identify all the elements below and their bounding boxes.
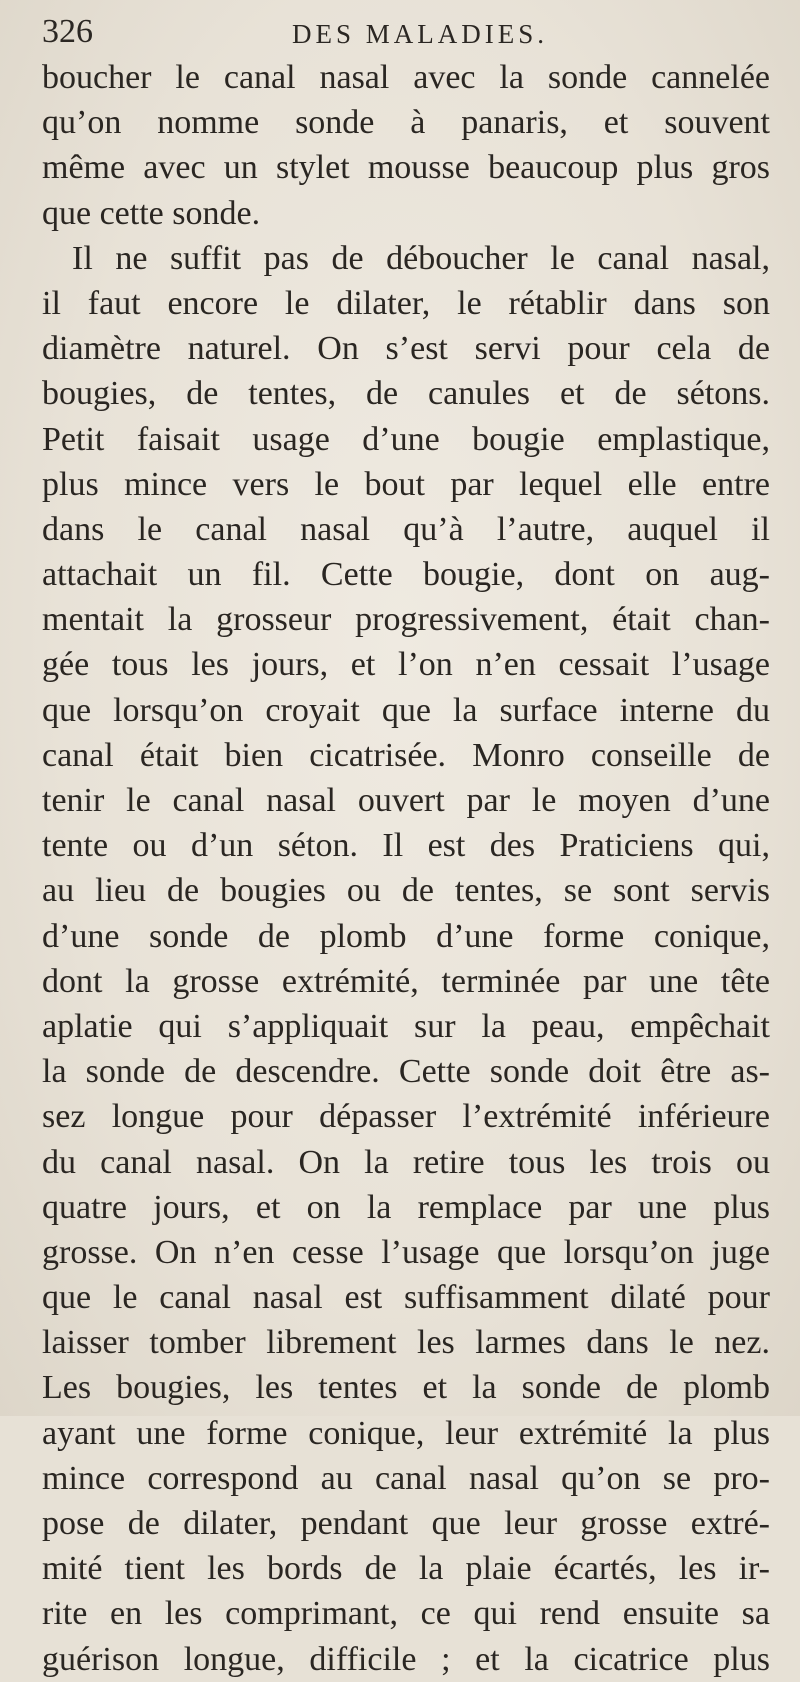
text-line: aplatie qui s’appliquait sur la peau, empêchait [42,1007,770,1045]
text-line: ayant une forme conique, leur extrémité la plus [42,1414,770,1452]
text-line: mité tient les bords de la plaie écartés, les ir- [42,1550,770,1588]
text-line: laisser tomber librement les larmes dans le nez. [42,1324,770,1362]
text-line: dans le canal nasal qu’à l’autre, auquel il [42,510,770,548]
text-line: dont la grosse extrémité, terminée par une tête [42,962,770,1000]
text-line: bougies, de tentes, de canules et de sétons. [42,375,770,413]
text-line: que cette sonde. [42,194,261,232]
text-line: d’une sonde de plomb d’une forme conique, [42,917,770,955]
text-line: que lorsqu’on croyait que la surface interne du [42,691,770,729]
text-line: même avec un stylet mousse beaucoup plus gros [42,149,770,187]
text-line: tente ou d’un séton. Il est des Praticiens qui, [42,827,770,865]
paragraph-start-line: Il ne suffit pas de déboucher le canal nasal, [72,239,770,277]
text-line: guérison longue, difficile ; et la cicatrice plus [42,1640,770,1678]
page-number: 326 [42,13,93,50]
text-line: Les bougies, les tentes et la sonde de plomb [42,1369,770,1407]
text-line: du canal nasal. On la retire tous les trois ou [42,1143,770,1181]
text-line: il faut encore le dilater, le rétablir dans son [42,284,770,322]
text-line: diamètre naturel. On s’est servi pour cela de [42,330,770,368]
body-text [42,55,770,1682]
text-line: la sonde de descendre. Cette sonde doit être as- [42,1053,770,1091]
text-line: attachait un fil. Cette bougie, dont on aug- [42,556,770,594]
text-line: pose de dilater, pendant que leur grosse extré- [42,1505,770,1542]
text-line: canal était bien cicatrisée. Monro conseille de [42,736,770,774]
text-line: plus mince vers le bout par lequel elle entre [42,465,770,503]
text-line: quatre jours, et on la remplace par une plus [42,1188,770,1226]
text-line: gée tous les jours, et l’on n’en cessait l’usage [42,646,770,684]
text-line: mentait la grosseur progressivement, était chan- [42,601,770,639]
text-line: sez longue pour dépasser l’extrémité inférieure [42,1098,770,1136]
page-header [42,12,758,52]
text-line: boucher le canal nasal avec la sonde cannelée [42,59,770,96]
text-line: Petit faisait usage d’une bougie emplastique, [42,420,770,458]
text-line: grosse. On n’en cesse l’usage que lorsqu’on juge [42,1233,770,1271]
text-line: tenir le canal nasal ouvert par le moyen d’une [42,782,770,819]
text-line: qu’on nomme sonde à panaris, et souvent [42,104,770,142]
text-line: mince correspond au canal nasal qu’on se pro- [42,1459,770,1497]
text-line: au lieu de bougies ou de tentes, se sont servis [42,872,770,910]
running-head: DES MALADIES. [292,19,549,49]
text-line: que le canal nasal est suffisamment dilaté pour [42,1279,770,1317]
text-line: rite en les comprimant, ce qui rend ensuite sa [42,1595,770,1633]
